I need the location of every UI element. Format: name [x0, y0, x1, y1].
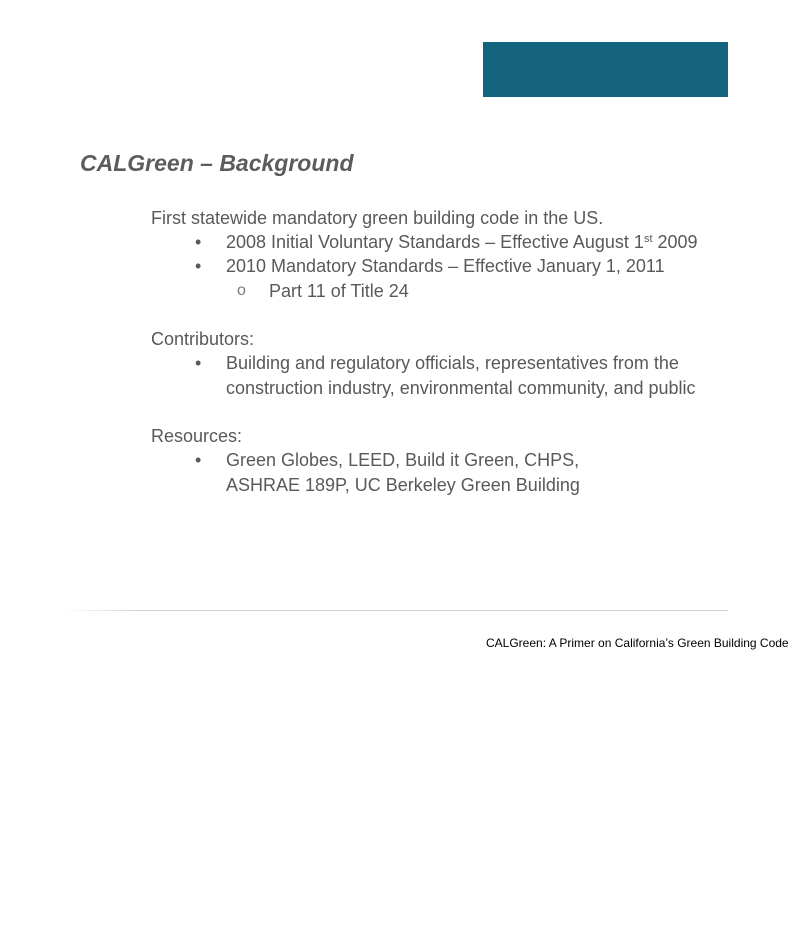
- bullet-marker: •: [195, 450, 202, 470]
- bullet-2010-standards: 2010 Mandatory Standards – Effective January 1, 2011: [226, 256, 665, 276]
- bullet-marker: •: [195, 232, 202, 252]
- resources-line-2: ASHRAE 189P, UC Berkeley Green Building: [226, 475, 580, 495]
- contributors-line-1: Building and regulatory officials, representatives from the: [226, 353, 679, 373]
- footer-divider: [63, 610, 728, 611]
- bullet-2008-standards: [226, 231, 698, 253]
- resources-line-1: Green Globes, LEED, Build it Green, CHPS,: [226, 450, 580, 470]
- sub-bullet-title-24: Part 11 of Title 24: [269, 281, 409, 301]
- slide-title: CALGreen – Background: [80, 150, 354, 176]
- footer-caption: CALGreen: A Primer on California’s Green Building Code: [486, 636, 789, 650]
- superscript-st: st: [643, 233, 653, 245]
- section-heading-contributors: Contributors:: [151, 329, 255, 349]
- bullet-2008-year: 2009: [652, 232, 698, 252]
- bullet-marker: •: [195, 256, 202, 276]
- section-heading-statewide: First statewide mandatory green building code in the US.: [151, 208, 604, 228]
- contributors-line-2: construction industry, environmental community, and public: [226, 378, 696, 398]
- bullet-2008-text: 2008 Initial Voluntary Standards – Effective August 1: [226, 232, 644, 252]
- section-heading-resources: Resources:: [151, 426, 243, 446]
- header-accent-bar: [483, 42, 728, 97]
- sub-bullet-marker: o: [237, 282, 246, 299]
- bullet-marker: •: [195, 353, 202, 373]
